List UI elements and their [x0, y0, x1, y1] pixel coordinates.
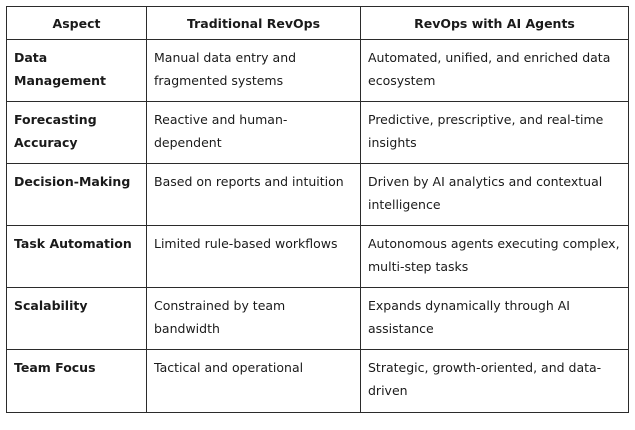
ai-agents-cell: Predictive, prescriptive, and real-time insights	[361, 102, 629, 164]
ai-agents-cell: Autonomous agents executing complex, multi-step tasks	[361, 226, 629, 288]
ai-agents-cell: Driven by AI analytics and contextual intelligence	[361, 164, 629, 226]
table-row	[7, 226, 629, 288]
aspect-cell: Task Automation	[7, 226, 147, 288]
traditional-cell: Tactical and operational	[147, 350, 361, 413]
ai-agents-cell: Automated, unified, and enriched data ecosystem	[361, 40, 629, 102]
traditional-cell: Constrained by team bandwidth	[147, 288, 361, 350]
table-row	[7, 164, 629, 226]
comparison-table	[6, 6, 629, 413]
aspect-cell: Team Focus	[7, 350, 147, 413]
comparison-table-container	[6, 6, 629, 413]
table-body	[7, 40, 629, 413]
table-row	[7, 102, 629, 164]
ai-agents-cell: Strategic, growth-oriented, and data-driven	[361, 350, 629, 413]
table-row	[7, 288, 629, 350]
aspect-cell: Decision-Making	[7, 164, 147, 226]
traditional-cell: Manual data entry and fragmented systems	[147, 40, 361, 102]
aspect-cell: Forecasting Accuracy	[7, 102, 147, 164]
table-row	[7, 350, 629, 413]
header-revops-ai-agents: RevOps with AI Agents	[361, 7, 629, 40]
table-row	[7, 40, 629, 102]
traditional-cell: Reactive and human-dependent	[147, 102, 361, 164]
header-aspect: Aspect	[7, 7, 147, 40]
header-traditional-revops: Traditional RevOps	[147, 7, 361, 40]
header-row	[7, 7, 629, 40]
ai-agents-cell: Expands dynamically through AI assistance	[361, 288, 629, 350]
traditional-cell: Limited rule-based workflows	[147, 226, 361, 288]
aspect-cell: Scalability	[7, 288, 147, 350]
traditional-cell: Based on reports and intuition	[147, 164, 361, 226]
aspect-cell: Data Management	[7, 40, 147, 102]
table-header	[7, 7, 629, 40]
